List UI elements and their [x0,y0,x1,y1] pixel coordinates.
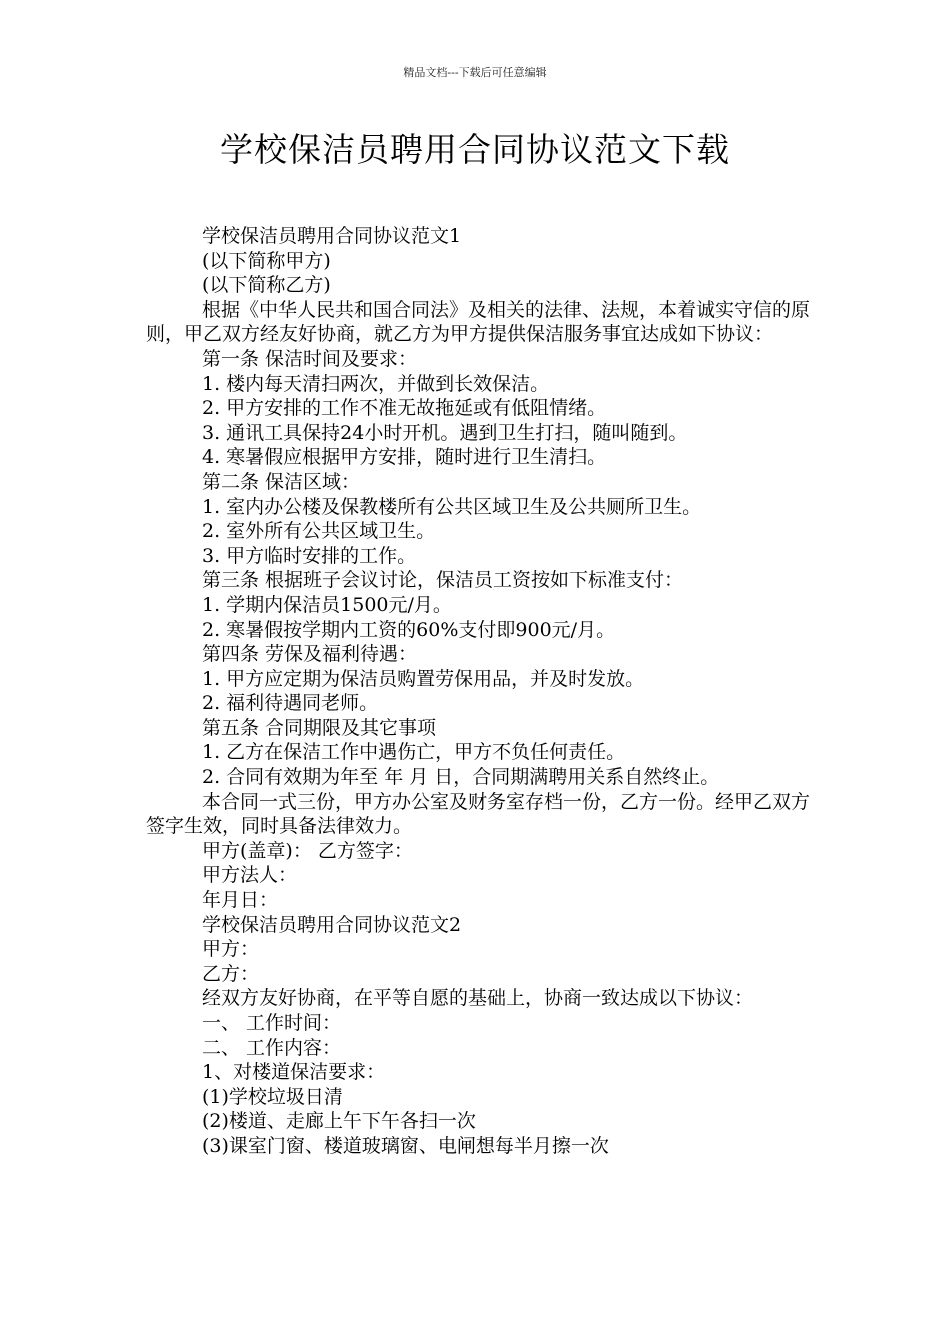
paragraph: 2. 福利待遇同老师。 [202,692,379,715]
paragraph: 1. 学期内保洁员1500元/月。 [202,593,452,616]
paragraph: 3. 甲方临时安排的工作。 [202,544,417,567]
paragraph: 本合同一式三份，甲方办公室及财务室存档一份，乙方一份。经甲乙双方签字生效，同时具备法律效力。 [146,790,811,838]
paragraph: 第一条 保洁时间及要求： [202,347,418,370]
paragraph: 甲方(盖章)： 乙方签字： [202,839,413,862]
paragraph: 第三条 根据班子会议讨论，保洁员工资按如下标准支付： [202,569,684,592]
paragraph: 经双方友好协商，在平等自愿的基础上，协商一致达成以下协议： [202,987,754,1010]
paragraph: 2. 甲方安排的工作不准无故拖延或有低阻情绪。 [202,397,607,420]
document-title: 学校保洁员聘用合同协议范文下载 [220,130,730,169]
paragraph: 1. 室内办公楼及保教楼所有公共区域卫生及公共厕所卫生。 [202,495,702,518]
paragraph: 第四条 劳保及福利待遇： [202,643,418,666]
paragraph: 第五条 合同期限及其它事项 [202,716,437,739]
header-note: 精品文档---下载后可任意编辑 [403,66,547,79]
paragraph: 根据《中华人民共和国合同法》及相关的法律、法规，本着诚实守信的原则，甲乙双方经友好协商，就乙方为甲方提供保洁服务事宜达成如下协议： [146,298,811,346]
paragraph: 年月日： [202,889,279,912]
paragraph: (3)课室门窗、楼道玻璃窗、电闸想每半月擦一次 [202,1134,609,1157]
paragraph: 二、 工作内容： [202,1036,342,1059]
paragraph: 2. 室外所有公共区域卫生。 [202,520,436,543]
paragraph: 1. 楼内每天清扫两次，并做到长效保洁。 [202,372,550,395]
paragraph: 2. 合同有效期为年至 年 月 日，合同期满聘用关系自然终止。 [202,766,720,789]
paragraph: (以下简称甲方) [202,249,331,272]
paragraph: 乙方： [202,962,260,985]
paragraph: 3. 通讯工具保持24小时开机。遇到卫生打扫，随叫随到。 [202,421,688,444]
paragraph: (1)学校垃圾日清 [202,1085,343,1108]
paragraph: 1、对楼道保洁要求： [202,1061,386,1084]
paragraph: 2. 寒暑假按学期内工资的60%支付即900元/月。 [202,618,616,641]
paragraph: 一、 工作时间： [202,1012,342,1034]
paragraph: 1. 甲方应定期为保洁员购置劳保用品，并及时发放。 [202,667,645,690]
document-body [146,224,818,1159]
paragraph: (2)楼道、走廊上午下午各扫一次 [202,1110,476,1133]
paragraph: 第二条 保洁区域： [202,470,361,493]
paragraph: 甲方： [202,938,260,961]
paragraph: (以下简称乙方) [202,274,331,297]
paragraph: 学校保洁员聘用合同协议范文2 [202,913,462,936]
paragraph: 1. 乙方在保洁工作中遇伤亡，甲方不负任何责任。 [202,741,626,764]
paragraph: 甲方法人： [202,864,298,887]
paragraph: 4. 寒暑假应根据甲方安排，随时进行卫生清扫。 [202,446,607,469]
paragraph: 学校保洁员聘用合同协议范文1 [202,225,462,247]
